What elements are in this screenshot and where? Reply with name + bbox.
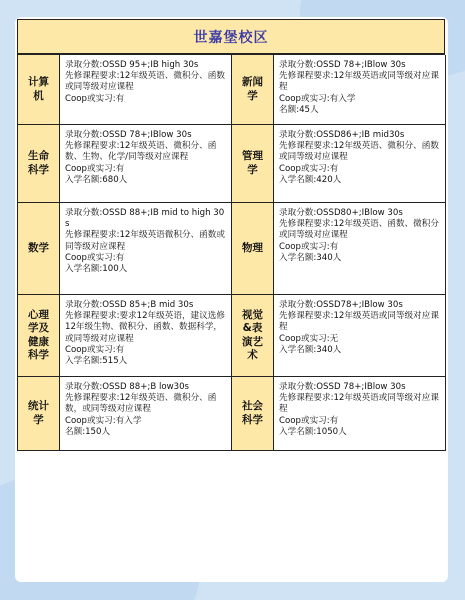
detail-line: 录取分数:OSSD 88+;IB mid to high 30s [65, 208, 225, 230]
program-details [60, 377, 232, 451]
program-name: 物理 [232, 203, 274, 295]
detail-line: 先修课程要求:12年级英语、微积分、函数、生物、化学/同等级对应课程 [65, 141, 217, 163]
detail-line: 录取分数:OSSD78+;IBlow 30s [279, 300, 403, 310]
program-table [17, 54, 445, 451]
detail-line: 入学名额:680人 [65, 174, 128, 185]
program-details [274, 125, 446, 203]
detail-line: 录取分数:OSSD 78+;IBlow 30s [279, 60, 406, 70]
detail-line: 先修课程要求:12年级英语、微积分、函数或同等级对应课程 [279, 141, 439, 163]
program-details [60, 125, 232, 203]
detail-line: 先修课程要求:12年级英语或同等级对应课程 [279, 71, 439, 93]
detail-line: 录取分数:OSSD 95+;IB high 30s [65, 60, 199, 70]
program-name: 社会科学 [232, 377, 274, 451]
program-name: 管理学 [232, 125, 274, 203]
detail-line: 先修课程要求:要求12年级英语，建议选修12年级生物、微积分、函数、数据科学，或同等级对应课程 [65, 311, 225, 344]
detail-line: Coop或实习:有入学 [65, 415, 142, 426]
detail-line: 录取分数:OSSD 85+;B mid 30s [65, 300, 194, 310]
detail-line: Coop或实习:有 [279, 415, 339, 426]
program-name: 计算机 [18, 55, 60, 125]
program-name: 统计学 [18, 377, 60, 451]
detail-line: 先修课程要求:12年级英语、微积分、函数或同等级对应课程 [65, 71, 225, 93]
program-details [60, 55, 232, 125]
program-details [274, 377, 446, 451]
detail-line: Coop或实习:有 [65, 252, 125, 263]
program-name: 数学 [18, 203, 60, 295]
program-name: 视觉&表演艺术 [232, 295, 274, 377]
program-name: 新闻学 [232, 55, 274, 125]
detail-line: Coop或实习:有 [279, 163, 339, 174]
program-details [60, 203, 232, 295]
detail-line: 名额:45人 [279, 104, 319, 115]
program-name: 生命科学 [18, 125, 60, 203]
detail-line: 入学名额:340人 [279, 344, 342, 355]
detail-line: 录取分数:OSSD 78+;IBlow 30s [65, 130, 192, 140]
detail-line: 入学名额:100人 [65, 263, 128, 274]
program-details [274, 203, 446, 295]
detail-line: 录取分数:OSSD86+;IB mid30s [279, 130, 405, 140]
detail-line: 录取分数:OSSD80+;IBlow 30s [279, 208, 403, 218]
detail-line: 先修课程要求:12年级英语或同等级对应课程 [279, 311, 439, 333]
detail-line: 先修课程要求:12年级英语、微积分、函数，或同等级对应课程 [65, 393, 217, 415]
detail-line: 入学名额:420人 [279, 174, 342, 185]
detail-line: 先修课程要求:12年级英语或同等级对应课程 [279, 393, 439, 415]
program-details [274, 55, 446, 125]
detail-line: 名额:150人 [65, 426, 111, 437]
page-title: 世嘉堡校区 [193, 29, 269, 46]
detail-line: Coop或实习:有 [279, 241, 339, 252]
program-name: 心理学及健康科学 [18, 295, 60, 377]
detail-line: Coop或实习:有 [65, 93, 125, 104]
detail-line: Coop或实习:无 [279, 333, 339, 344]
detail-line: 入学名额:515人 [65, 355, 128, 366]
program-details [274, 295, 446, 377]
detail-line: 录取分数:OSSD 78+;IBlow 30s [279, 382, 406, 392]
detail-line: 入学名额:1050人 [279, 426, 347, 437]
title-bar [17, 19, 445, 54]
detail-line: 先修课程要求:12年级英语、函数、微积分或同等级对应课程 [279, 219, 439, 241]
detail-line: 先修课程要求:12年级英语微积分、函数或同等级对应课程 [65, 230, 225, 252]
program-details [60, 295, 232, 377]
detail-line: Coop或实习:有 [65, 344, 125, 355]
detail-line: Coop或实习:有 [65, 163, 125, 174]
detail-line: 录取分数:OSSD 88+;B low30s [65, 382, 190, 392]
detail-line: Coop或实习:有入学 [279, 93, 356, 104]
detail-line: 入学名额:340人 [279, 252, 342, 263]
